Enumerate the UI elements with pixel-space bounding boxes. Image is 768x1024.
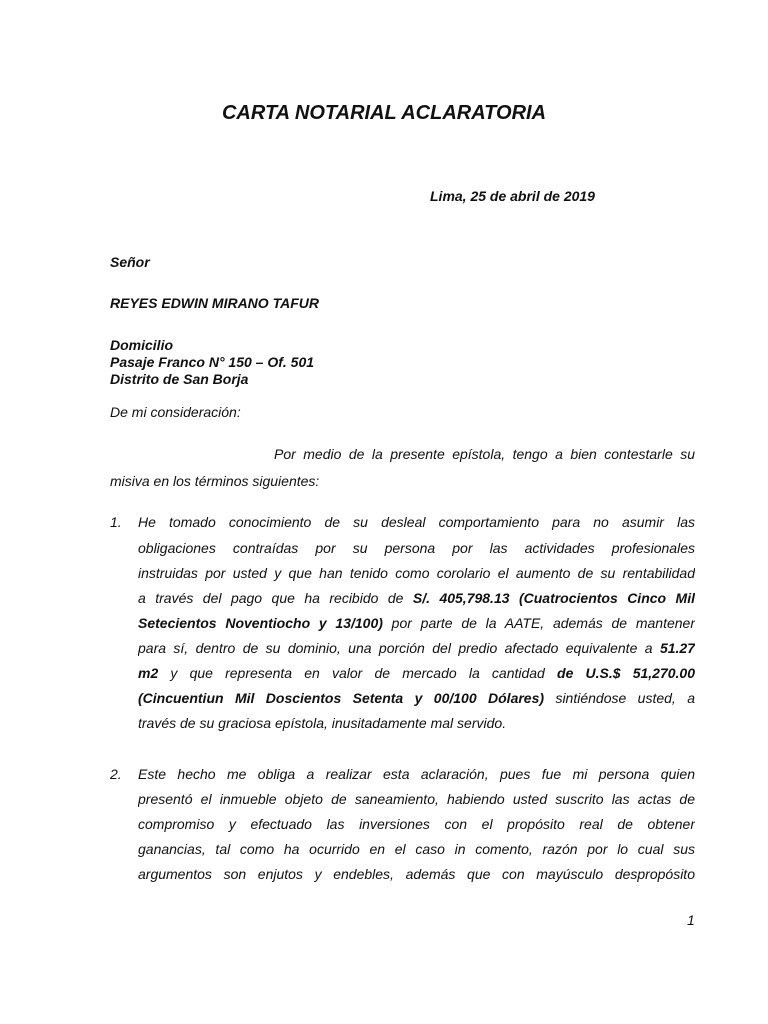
recipient-address [110, 337, 314, 388]
item-2-line-5: argumentos son enjutos y endebles, además que con mayúsculo despropósito [138, 866, 695, 882]
item-1-line-9: través de su graciosa epístola, inusitadamente mal servido. [138, 715, 507, 731]
page-number: 1 [687, 912, 695, 928]
item-1-line-8-text: sintiéndose usted, a [544, 690, 695, 706]
item-1-line-5 [138, 615, 695, 632]
item-2-number: 2. [110, 766, 122, 782]
item-2-line-3: compromiso y efectuado las inversiones con el propósito real de obtener [138, 816, 695, 832]
item-1-line-8 [138, 690, 695, 707]
item-1-line-3: instruidas por usted y que han tenido como corolario el aumento de su rentabilidad [138, 565, 695, 581]
item-1-line-7-text: y que representa en valor de mercado la cantidad [158, 665, 558, 681]
item-2-line-4: ganancias, tal como ha ocurrido en el caso in comento, razón por lo cual sus [138, 841, 695, 857]
intro-line-1: Por medio de la presente epístola, tengo a bien contestarle su [274, 446, 695, 462]
item-1-line-5-text: por parte de la AATE, además de mantener [382, 615, 695, 631]
item-1-line-1: He tomado conocimiento de su desleal comportamiento para no asumir las [138, 514, 695, 530]
item-1-amount-words: Setecientos Noventiocho y 13/100) [138, 615, 383, 631]
item-1-amount-dollars: de U.S.$ 51,270.00 [557, 665, 695, 681]
item-1-line-6-text: para sí, dentro de su dominio, una porción del predio afectado equivalente a [138, 640, 660, 656]
item-1-amount-soles: S/. 405,798.13 (Cuatrocientos Cinco Mil [412, 590, 695, 606]
item-1-line-7 [138, 665, 695, 682]
letter-date: Lima, 25 de abril de 2019 [430, 188, 595, 204]
item-1-line-4 [138, 590, 695, 607]
recipient-name: REYES EDWIN MIRANO TAFUR [110, 295, 319, 311]
item-1-area-value: 51.27 [659, 640, 695, 656]
document-title: CARTA NOTARIAL ACLARATORIA [221, 102, 547, 124]
item-1-dollars-words: (Cincuentiun Mil Doscientos Setenta y 00/100 Dólares) [138, 690, 545, 706]
item-1-line-2: obligaciones contraídas por su persona por las actividades profesionales [138, 540, 695, 556]
item-1-line-4-text: a través del pago que ha recibido de [138, 590, 413, 606]
item-2-line-2: presentó el inmueble objeto de saneamiento, habiendo usted suscrito las actas de [138, 791, 695, 807]
address-street: Pasaje Franco N° 150 – Of. 501 [110, 354, 315, 370]
intro-line-2: misiva en los términos siguientes: [110, 473, 320, 489]
salutation: Señor [110, 254, 150, 270]
item-2-line-1: Este hecho me obliga a realizar esta aclaración, pues fue mi persona quien [138, 766, 695, 782]
address-district: Distrito de San Borja [110, 371, 249, 387]
address-label: Domicilio [110, 337, 174, 353]
greeting: De mi consideración: [110, 404, 241, 420]
item-1-area-unit: m2 [138, 665, 159, 681]
item-1-number: 1. [110, 514, 122, 530]
item-1-line-6 [138, 640, 695, 657]
